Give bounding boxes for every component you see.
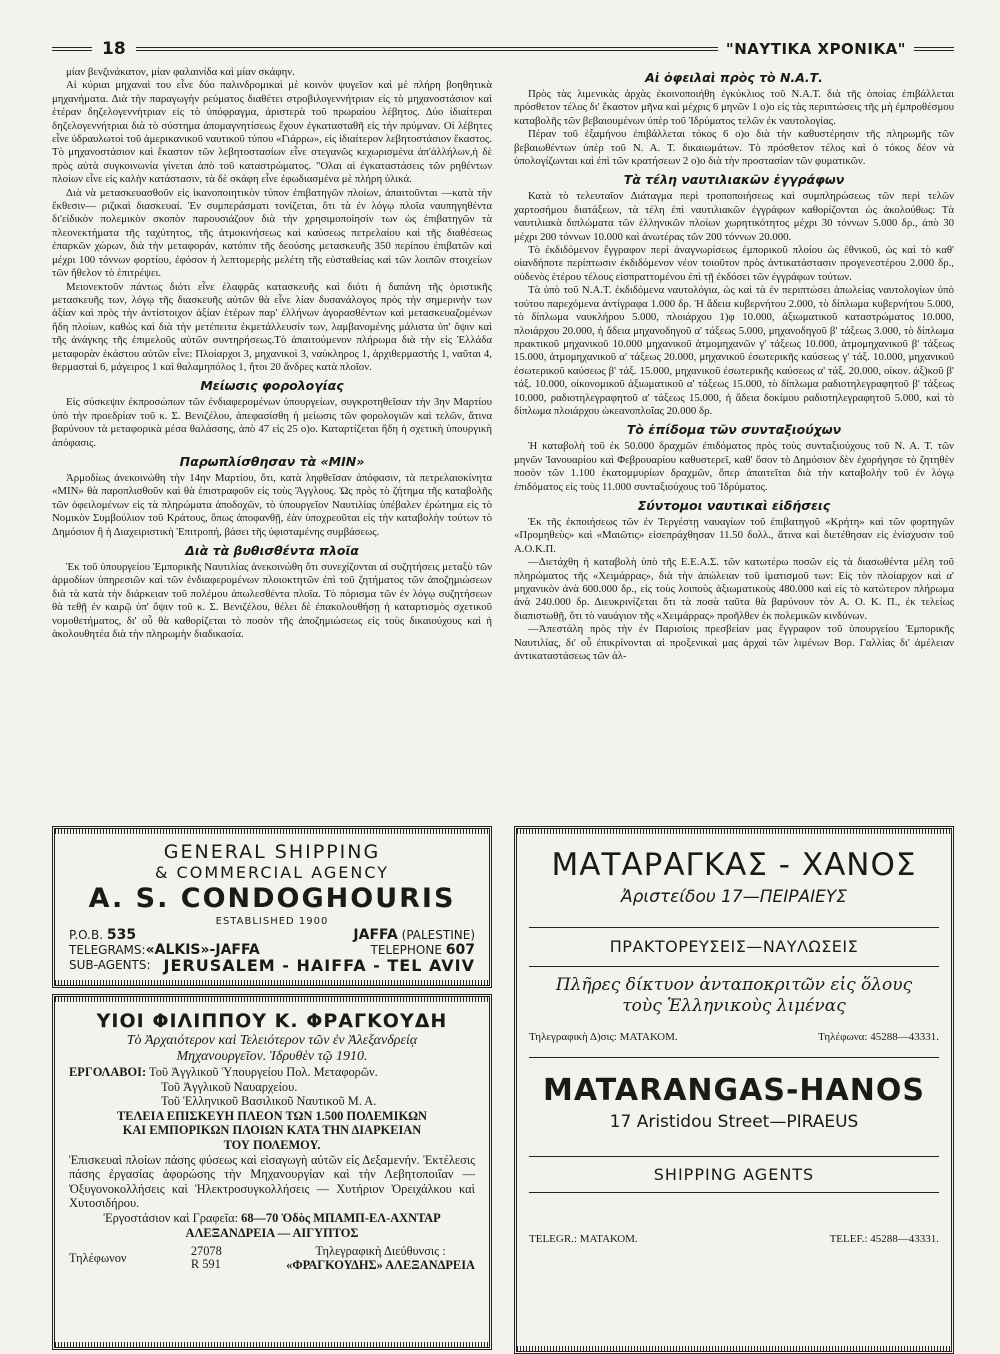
paragraph: Πέραν τοῦ ἑξαμήνου ἐπιβάλλεται τόκος 6 ο)ο διὰ τὴν καθυστέρησιν τῆς πληρωμῆς τῶν βεβαιωθέντων ὑπὲρ τοῦ Ν. Α. Τ. δικαιωμάτων. Τὸ πρόσθετον τέλος καὶ ὁ τόκος δέον νὰ ὑπολογίζωνται καὶ ἐπὶ τῶν κρατήσεων 2 ο)ο διὰ τὴν προστασίαν τῶν φυματικῶν.	[514, 128, 954, 168]
phone-greek	[818, 1031, 939, 1043]
right-ads	[514, 826, 954, 1354]
fragoudis-ad	[52, 994, 492, 1350]
phone-numbers	[191, 1245, 222, 1271]
phone-english	[830, 1233, 939, 1245]
services-english: SHIPPING AGENTS	[653, 1165, 815, 1184]
city	[353, 928, 475, 943]
header-rule-right	[914, 47, 954, 51]
country: (PALESTINE)	[401, 928, 475, 942]
paragraph: Αἱ κύριαι μηχαναὶ του εἶνε δύο παλινδρομικαὶ μὲ κοινὸν ψυγεῖον καὶ μὲ πλήρη βοηθητικὰ μηχανήματα. Διὰ τὴν παραγωγὴν ρεύματος διαθέτει στροβιλογεννήτριαν εἰς τὸ μηχανοστάσιον καὶ ἑτέραν δηζελογεννήτριαν εἰς τὸ ὑπόφραγμα, ἀριστερὰ τοῦ πρωραίου λέβητος. Δύο ἰδιαίτεραι δηζελογεννήτριαι διὰ τὸ σύστημα ἀπομαγνητίσεως ἔχουν ἐγκατασταθῆ εἰς τὴν πρύμναν. Οἱ λέβητες εἶνε ὑδραυλωτοὶ τοῦ ἀμερικανικοῦ ναυτικοῦ τύπου «Γιάρρω», εἰς ἰδιαίτερον λεβητοστάσιον ἕκαστος. Τὸ μηχανοστάσιον καὶ ἕκαστον τῶν λεβητοστασίων εἶνε στεγανῶς κεχωρισμένα ἀπ'ἀλλήλων,ἡ δὲ πρὸς αὐτὰ συγκοινωνία γίνεται ἀπὸ τοῦ καταστρώματος. "Ολαι αἱ ἐγκαταστάσεις τῶν ρηθέντων πλοίων εἶνε εἰς καλὴν κατάστασιν, τὰ δὲ σκάφη εἶνε ἐφωδιασμένα μὲ πλήρη ὑλικά.	[52, 79, 492, 186]
paragraph: Ἡ καταβολὴ τοῦ ἐκ 50.000 δραχμῶν ἐπιδόματος πρὸς τοὺς συνταξιούχους τοῦ Ν. Α. Τ. τῶν μηνῶν Ἰανουαρίου καὶ Φεβρουαρίου καθυστερεῖ, καθ' ὅσον τὸ Δημόσιον δὲν ἐχορήγησε τὸ ζητηθὲν ποσὸν τῶν 1.100 ἑκατομμυρίων δραχμῶν, ὅπερ ἀπαιτεῖται διὰ τὴν καταβολὴν τοῦ ἐν λόγῳ ἐπιδόματος εἰς τοὺς 11.000 συνταξιούχους τοῦ Ἱδρύματος.	[514, 440, 954, 493]
factory-value: 68—70 Ὁδὸς ΜΠΑΜΠ-ΕΛ-ΑΧΝΤΑΡ	[241, 1210, 441, 1225]
section-heading: Παρωπλίσθησαν τὰ «ΜΙΝ»	[179, 453, 365, 469]
telegraph-value: ΜΑΤΑΚΟΜ.	[579, 1233, 638, 1245]
contractors	[69, 1065, 475, 1080]
telegrams-value: «ALKIS»-JAFFA	[145, 942, 260, 958]
page-number: 18	[102, 39, 126, 59]
factory-address	[69, 1211, 475, 1226]
address-greek: Ἀριστείδου 17—ΠΕΙΡΑΙΕΥΣ	[620, 887, 848, 907]
phone-label: Τηλέφωνον	[69, 1250, 127, 1265]
telegraph-greek	[529, 1031, 678, 1043]
paragraph: Κατὰ τὸ τελευταῖον Διάταγμα περὶ τροποποιήσεως καὶ συμπληρώσεως τῶν περὶ τελῶν χαρτοσήμου διατάξεων, τὰ τέλη ἐπὶ ναυτιλιακῶν ἐγγράφων καθορίζονται ὡς ἀκολούθως: Τὰ ναυτιλιακὰ διπλώματα τῶν ἑλληνικῶν πλοίων χωρητικότητος μέχρι 30 τόννων 5.000 δρ., ἀπὸ 30 μέχρι 200 τόννων 10.000 καὶ ἀνωτέρας τῶν 200 τόννων 20.000.	[514, 190, 954, 243]
divider	[529, 1057, 939, 1058]
section-heading: Αἱ ὀφειλαὶ πρὸς τὸ Ν.Α.Τ.	[645, 70, 823, 85]
ad-subtitle: Τὸ Ἀρχαιότερον καὶ Τελειότερον τῶν ἐν Ἀλεξανδρείᾳ	[126, 1033, 418, 1048]
telegraph-label: Τηλεγραφικὴ Δ)σις:	[529, 1031, 617, 1043]
company-name: A. S. CONDOGHOURIS	[88, 883, 456, 914]
network-line: τοὺς Ἑλληνικοὺς λιμένας	[622, 996, 846, 1016]
pobox-label: P.O.B.	[69, 928, 104, 942]
article-columns	[52, 66, 954, 818]
telegraph-label: TELEGR.:	[529, 1233, 577, 1245]
phone-number: 27078	[190, 1244, 222, 1259]
right-column	[514, 66, 954, 818]
phone-value: 45288—43331.	[870, 1031, 939, 1043]
phone-number: R 591	[190, 1257, 221, 1272]
phone-row	[69, 1244, 475, 1272]
ad-line: & COMMERCIAL AGENCY	[154, 863, 389, 882]
section-heading: Σύντομοι ναυτικαὶ εἰδήσεις	[637, 497, 831, 513]
paragraph: Τὸ ἐκδιδόμενον ἔγγραφον περὶ ἀναγνωρίσεως ἐμπορικοῦ πλοίου ὡς ἐθνικοῦ, ὡς καὶ τὸ καθ' οἱανδήποτε περίπτωσιν ἐκδιδόμενον νέον τοιοῦτον πρὸς ἀντικατάστασιν προγενεστέρου 2.000 δρ., οὐδενὸς ἑτέρου τέλους εἰσπραττομένου ἐπὶ τῇ ἐκδόσει τῶν ἐγγράφων τούτων.	[514, 244, 954, 283]
company-name: ΥΙΟΙ ΦΙΛΙΠΠΟΥ Κ. ΦΡΑΓΚΟΥΔΗ	[96, 1010, 448, 1032]
telegrams-label: TELEGRAMS:	[69, 943, 146, 957]
left-column	[52, 66, 492, 818]
contractor: Τοῦ Ἑλληνικοῦ Βασιλικοῦ Ναυτικοῦ Μ. Α.	[161, 1094, 377, 1109]
repair-line: ΤΟΥ ΠΟΛΕΜΟΥ.	[223, 1137, 321, 1152]
services-greek: ΠΡΑΚΤΟΡΕΥΣΕΙΣ—ΝΑΥΛΩΣΕΙΣ	[609, 937, 859, 956]
telegraph-english	[529, 1233, 638, 1245]
address-english: 17 Aristidou Street—PIRAEUS	[609, 1112, 859, 1132]
subagents-row	[69, 958, 475, 973]
repair-line: ΚΑΙ ΕΜΠΟΡΙΚΩΝ ΠΛΟΙΩΝ ΚΑΤΑ ΤΗΝ ΔΙΑΡΚΕΙΑΝ	[122, 1123, 422, 1138]
telegraph-label: Τηλεγραφικὴ Διεύθυνσις :	[315, 1244, 446, 1259]
paragraph: Μειονεκτοῦν πάντως διότι εἶνε ἐλαφρᾶς κατασκευῆς καὶ διότι ἡ δαπάνη τῆς ὁριστικῆς μετασκευῆς των, λόγῳ τῆς διασκευῆς αὐτῶν θὰ εἶνε λίαν δυσανάλογος πρὸς τὴν σημερινὴν των ἀξίαν καὶ πρὸς τὴν ἀντίστοιχον ἀξίαν ἑτέρων παρ' ἐλλήνων ἀγορασθέντων καὶ μετασκευαζομένων ἤδη πλοίων, καθὼς καὶ διὰ τὴν μετέπειτα ἐκμετάλλευσίν των, λαμβανομένης μάλιστα ὑπ' ὄψιν καὶ τῆς ἀνάγκης τῆς ἐπιμελοῦς αὐτῶν συντηρήσεως.Τὸ ἀπαιτούμενον πλήρωμα διὰ τὴν εἰς Ἑλλάδα μεταφορὰν ἑκάστου αὐτῶν εἶνε: Πλοίαρχοι 3, μηχανικοὶ 3, ναύκληρος 1, ἀρχιθερμαστὴς 1, ναῦται 4, θερμασταὶ 6, μάγειρος 1 καὶ θαλαμηπόλος 1, ἤτοι 20 ἄνδρες κατὰ πλοῖον.	[52, 280, 492, 373]
section-heading: Μείωσις φορολογίας	[200, 378, 344, 394]
company-name-english: MATARANGAS-HANOS	[543, 1073, 925, 1108]
contact-row-english	[529, 1233, 939, 1245]
divider	[529, 927, 939, 928]
city: ΑΛΕΞΑΝΔΡΕΙΑ — ΑΙΓΥΠΤΟΣ	[185, 1225, 359, 1240]
telegraph-value: «ΦΡΑΓΚΟΥΔΗΣ» ΑΛΕΞΑΝΔΡΕΙΑ	[286, 1258, 475, 1273]
paragraph: Πρὸς τὰς λιμενικὰς ἀρχὰς ἐκοινοποιήθη ἐγκύκλιος τοῦ Ν.Α.Τ. διὰ τῆς ὁποίας ἐπιβάλλεται πρόσθετον τέλος δι' ἕκαστον μῆνα καὶ μέχρις 6 μηνῶν 1 ο)ο εἰς τὰς περιπτώσεις τῆς μὴ ἐμπροθέσμου καταβολῆς τῶν βεβαιουμένων ὑπὲρ τοῦ Ἱδρύματος τελῶν ἐκ ναυτολογίας.	[514, 88, 954, 127]
telegraph-value: ΜΑΤΑΚΟΜ.	[619, 1031, 678, 1043]
header-rule	[136, 47, 718, 51]
services-text: Ἐπισκευαὶ πλοίων πάσης φύσεως καὶ εἰσαγωγὴ αὐτῶν εἰς Δεξαμενήν. Ἐκτέλεσις πάσης ἐργασίας ἀφορώσης τὴν Μηχανουργίαν καὶ τὴν Λεβητοποιΐαν — Ὀξυγονοκολλήσεις καὶ Ἠλεκτροσυγκολλήσεις — Χυτήριον Ὀρειχάλκου καὶ Χυτοσιδήρου.	[69, 1152, 475, 1211]
contractor: Τοῦ Ἀγγλικοῦ Ναυαρχείου.	[161, 1079, 298, 1094]
telephone-label: TELEPHONE	[370, 943, 442, 957]
pobox-number: 535	[106, 927, 137, 943]
paragraph: Ἐκ τοῦ ὑπουργείου Ἐμπορικῆς Ναυτιλίας ἀνεκοινώθη ὅτι συνεχίζονται αἱ συζητήσεις μεταξὺ τῶν ἁρμοδίων ὑπηρεσιῶν καὶ τῶν ἐνδιαφερομένων πλοιοκτητῶν ἐπὶ τοῦ ζητήματος τῶν ἀποζημιώσεων διὰ τὰ κατὰ τὴν διάρκειαν τοῦ πολέμου ἀπωλεσθέντα πλοῖα. Τὸ πόρισμα τῶν ἐν λόγῳ συζητήσεων θὰ τεθῇ ἐν καιρῷ ὑπ' ὄψιν τοῦ κ. Σ. Βενιζέλου, θέλει δὲ ἐπακολουθήσῃ ἡ καταρτισμὸς σχετικοῦ νομοθετήματος, δι' οὗ θὰ καθορίζεται τὸ ποσὸν τῆς ἀποζημιώσεως εἰς τοὺς δικαιούχους καὶ ἡ ἀκολουθητέα διὰ τὴν πληρωμὴν διαδικασία.	[52, 561, 492, 641]
paragraph: —Ἀπεστάλη πρὸς τὴν ἐν Παρισίοις πρεσβείαν μας ἔγγραφον τοῦ ὑπουργείου Ἐμπορικῆς Ναυτιλίας, δι' οὗ ἐπικρίνονται αἱ προξενικαὶ μας ἀρχαὶ τῶν λιμένων Βορ. Γαλλίας δι' ἀμέλειαν ἀντικαταστάσεως τῶν ἀλ-	[514, 623, 954, 663]
section-heading: Διὰ τὰ βυθισθέντα πλοῖα	[185, 543, 359, 558]
section-heading: Τὸ ἐπίδομα τῶν συνταξιούχων	[626, 422, 842, 438]
running-header	[52, 38, 954, 60]
factory-label: Ἐργοστάσιον καὶ Γραφεῖα:	[103, 1210, 239, 1225]
telephone-value: 607	[445, 942, 475, 958]
matarangas-ad	[514, 826, 954, 1354]
paragraph: Ἐκ τῆς ἐκποιήσεως τῶν ἐν Τεργέστῃ ναυαγίων τοῦ ἐπιβατηγοῦ «Κρήτη» καὶ τῶν φορτηγῶν «Προμηθεὺς» καὶ «Μαιῶτις» εἰσεπράχθησαν 11.50 δολλ., ἅτινα καὶ διετέθησαν εἰς ἐνίσχυσιν τοῦ Α.Ο.Κ.Π.	[514, 515, 954, 555]
ad-line: GENERAL SHIPPING	[163, 841, 381, 863]
contractor: Τοῦ Ἀγγλικοῦ Ὑπουργείου Πολ. Μεταφορῶν.	[149, 1065, 378, 1079]
header-rule-left	[52, 47, 92, 51]
subagents-value: JERUSALEM - HAIFFA - TEL AVIV	[163, 956, 475, 975]
ad-subtitle: Μηχανουργεῖον. Ἱδρυθὲν τῷ 1910.	[176, 1049, 368, 1064]
paragraph: Εἰς σύσκεψιν ἐκπροσώπων τῶν ἐνδιαφερομένων ὑπουργείων, συγκροτηθεῖσαν τὴν 3ην Μαρτίου ὑπὸ τὴν προεδρίαν τοῦ κ. Σ. Βενιζέλου, ἀπεφασίσθη ἡ μείωσις τῶν φορολογιῶν καὶ τελῶν, ἅτινα βαρύνουν τὰ μεταφορικὰ μέσα θαλάσσης, ἀπὸ 47 εἰς 25 ο)ο. Καταρτίζεται ἤδη ἡ σχετικὴ ὑπουργικὴ ἀπόφασις.	[52, 396, 492, 449]
repair-line: ΤΕΛΕΙΑ ΕΠΙΣΚΕΥΗ ΠΛΕΟΝ ΤΩΝ 1.500 ΠΟΛΕΜΙΚΩΝ	[116, 1108, 428, 1123]
subagents-label: SUB-AGENTS:	[69, 958, 151, 972]
condoghouris-ad	[52, 826, 492, 988]
divider	[529, 966, 939, 967]
paragraph: Τὰ ὑπὸ τοῦ Ν.Α.Τ. ἐκδιδόμενα ναυτολόγια, ὡς καὶ τὰ ἐν περιπτώσει ἀπωλείας ναυτολογίων ὑπὸ τούτου παρεχόμενα ἀντίγραφα 1.000 δρ. Ἡ ἄδεια κυβερνήτου 2.000, τὸ δίπλωμα κυβερνήτου 5.000, τὸ δίπλωμα ναυκλήρου 5.000, πλοιάρχου 1)φ 10.000, ἀξιωματικοῦ καταστρώματος 10.000, πλοιάρχου 20.000, ἡ ἄδεια μηχανοδηγοῦ α' τάξεως 5.000, μηχανοδηγοῦ β' τάξεως 3.000, τὸ δίπλωμα πρακτικοῦ μηχανικοῦ 10.000 μηχανικοῦ ἀτμομηχανῶν γ' τάξεως 10.000, ἀτμομηχανικοῦ β' τάξεως 15.000, ἀτμομηχανικοῦ α' τάξεως 20.000, μηχανικοῦ ἐσωτερικῆς καύσεως γ' τάξ. 10.000, μηχανικοῦ ἐσωτερικοῦ καύσεως β' τάξ. 15.000, μηχανικοῦ ἐσωτερικῆς καύσεως α' τάξ. 20.000, οἰκον. ἀξ)κοῦ β' τάξ. 10.000, οἰκονομικοῦ ἀξιωματικοῦ α' τάξεως 15.000, τὸ δίπλωμα ραδιοτηλεγραφητοῦ β' τάξεως 10.000, ραδιοτηλεγραφητοῦ α' τάξεως 15.000, ἡ ἄδεια δοκίμου ραδιοτηλεγραφητοῦ 5.000, καὶ τὸ δίπλωμα πλοιάρχου ὠκεανοπλοΐας 20.000 δρ.	[514, 284, 954, 417]
paragraph: —Διετάχθη ἡ καταβολὴ ὑπὸ τῆς Ε.Ε.Α.Σ. τῶν κατωτέρω ποσῶν εἰς τὰ διασωθέντα μέλη τοῦ πληρώματος τῆς «Χειμάρρας», διὰ τὴν ἀπώλειαν τοῦ ἱματισμοῦ των: Εἰς τὸν πλοίαρχον καὶ α' μηχανικὸν ἀνὰ 600.000 δρ., εἰς τοὺς λοιποὺς ἀξιωματικοὺς 480.000 καὶ εἰς τὸ κατώτερον πλήρωμα ἀνὰ 240.000 δρ. Διευκρινίζεται ὅτι τὰ ποσὰ ταῦτα θὰ βαρύνουν τὸν Α. Ο. Κ. Π., ἐκ τελείως διαπιστωθῇ, ὅτι τὸ ναυάγιον τῆς «Χειμάρρας» προῆλθεν ἐκ πολεμικῶν κινδύνων.	[514, 556, 954, 622]
contact-row-greek	[529, 1031, 939, 1043]
magazine-title: "ΝΑΥΤΙΚΑ ΧΡΟΝΙΚΑ"	[725, 40, 906, 58]
paragraph: μίαν βενζινάκατον, μίαν φαλαινίδα καὶ μίαν σκάφην.	[66, 66, 295, 78]
contractors-label: ΕΡΓΟΛΑΒΟΙ:	[69, 1065, 147, 1079]
left-ads	[52, 826, 492, 1354]
telegraph	[286, 1244, 475, 1272]
advertisements	[52, 826, 954, 1354]
network-line: Πλῆρες δίκτυον ἀνταποκριτῶν εἰς ὅλους	[555, 975, 913, 995]
established: ESTABLISHED 1900	[215, 916, 329, 927]
divider	[529, 1156, 939, 1157]
pobox	[69, 928, 136, 943]
address-row	[69, 928, 475, 943]
divider	[529, 1192, 939, 1193]
section-heading: Τὰ τέλη ναυτιλιακῶν ἐγγράφων	[623, 172, 845, 188]
paragraph: Ἁρμοδίως ἀνεκοινώθη τὴν 14ην Μαρτίου, ὅτι, κατὰ ληφθεῖσαν ἀπόφασιν, τὰ πετρελαιοκίνητα «ΜΙΝ» θὰ παροπλισθοῦν καὶ θὰ ἐπιστραφοῦν εἰς τοὺς Ἄγγλους. Ὡς πρὸς τὸ ζήτημα τῆς καταβολῆς τῶν ὀφειλομένων εἰς τὰ πληρώματα ἀποδοχῶν, τὸ ὑπουργεῖον Ναυτιλίας ὑπέβαλεν ἐρώτημα εἰς τὸ Νομικὸν Συμβούλιον τοῦ Κράτους, ὅπως ἀποφανθῇ, ἐὰν ὑποχρεοῦται εἰς τὴν καταβολὴν τούτων τὸ Δημόσιον ἢ ἡ Διαχειριστικὴ Ἐπιτροπή, βάσει τῆς ὑφισταμένης συμβάσεως.	[52, 471, 492, 538]
phone-value: 45288—43331.	[870, 1233, 939, 1245]
city-name: JAFFA	[353, 927, 398, 943]
paragraph: Διὰ νὰ μετασκευασθοῦν εἰς ἱκανοποιητικὸν τύπον ἐπιβατηγῶν πλοίων, ἀπαιτοῦνται —κατὰ τὴν ἔκθεσιν— ριζικαὶ διασκευαί. Ἐν συμπεράσματι τονίζεται, ὅτι τὰ ἐν λόγῳ πλοῖα ναυπηγηθέντα δι'εἰδικὸν πολεμικὸν σκοπὸν παρουσιάζουν διὰ τὴν χρησιμοποίησίν των ὡς ἐπιβατηγῶν τὰ πλεονεκτήματα τῆς ταχύτητος, τῆς ἀτμοκινήσεως καὶ καύσεως πετρελαίου καὶ τῆς διαθέσεως ἐπαρκῶν χώρων, διὰ τὴν μεταφοράν, κατόπιν τῆς δεούσης μετασκευῆς 350 περίπου ἐπιβατῶν καὶ μέχρι 100 τόννων φορτίου, ἐφόσον ἡ λεπτομερὴς μελέτη τῆς εὐσταθείας καὶ τῶν λοιπῶν στοιχείων τῶν ἤθελον τὸ ἐπιτρέψει.	[52, 186, 492, 280]
company-name-greek: ΜΑΤΑΡΑΓΚΑΣ - ΧΑΝΟΣ	[551, 847, 917, 883]
phone-label: TELEF.:	[829, 1233, 868, 1245]
phone-label: Τηλέφωνα:	[818, 1031, 868, 1043]
